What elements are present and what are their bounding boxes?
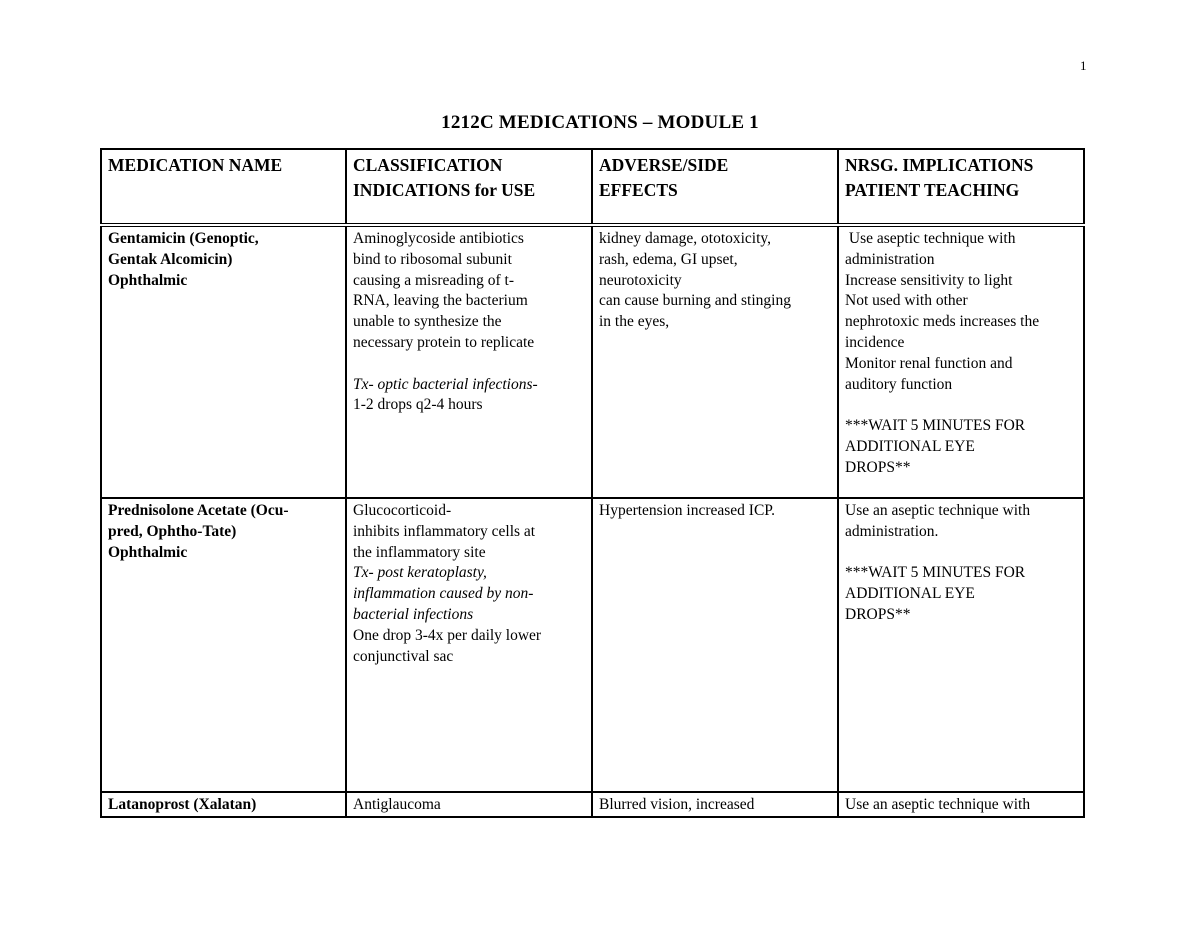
- warning-line: ADDITIONAL EYE: [845, 437, 975, 455]
- nursing-implications-cell: [838, 498, 1084, 792]
- header-line: ADVERSE/SIDE: [599, 155, 729, 175]
- warning-line: ***WAIT 5 MINUTES FOR: [845, 417, 1026, 435]
- document-title: 1212C MEDICATIONS – MODULE 1: [441, 112, 759, 133]
- adverse-effects-cell: Blurred vision, increased: [592, 792, 838, 817]
- implication-line: nephrotoxic meds increases the: [845, 313, 1040, 331]
- medication-name-line: Prednisolone Acetate (Ocu-: [108, 502, 289, 519]
- column-header-nursing-implications: [838, 149, 1084, 225]
- classification-cell: Antiglaucoma: [346, 792, 592, 817]
- medication-name-line: Ophthalmic: [108, 543, 188, 561]
- adverse-effects-cell: [592, 225, 838, 498]
- medication-name-cell: Latanoprost (Xalatan): [101, 792, 346, 817]
- effect-line: Hypertension increased ICP.: [599, 502, 776, 519]
- dosage-line: conjunctival sac: [353, 647, 454, 665]
- classification-line: causing a misreading of t-: [353, 271, 514, 289]
- table-row-prednisolone: [101, 498, 1084, 792]
- indication-line: inflammation caused by non-: [353, 585, 534, 603]
- indication-line: Tx- post keratoplasty,: [353, 564, 487, 582]
- table-row-gentamicin: [101, 225, 1084, 498]
- classification-cell: [346, 225, 592, 498]
- spacer: [845, 395, 1077, 416]
- implication-line: Not used with other: [845, 292, 968, 310]
- header-line: PATIENT TEACHING: [845, 180, 1020, 200]
- indication-line: Tx- optic bacterial infections-: [353, 375, 538, 393]
- implication-line: Monitor renal function and: [845, 354, 1013, 372]
- dosage-line: 1-2 drops q2-4 hours: [353, 396, 483, 414]
- medication-name-line: Ophthalmic: [108, 271, 188, 289]
- effect-line: neurotoxicity: [599, 271, 682, 289]
- effect-line: can cause burning and stinging: [599, 292, 791, 310]
- medications-table: [100, 148, 1085, 818]
- adverse-effects-cell: [592, 498, 838, 792]
- table-header-row: [101, 149, 1084, 225]
- warning-line: ADDITIONAL EYE: [845, 585, 975, 603]
- classification-line: inhibits inflammatory cells at: [353, 522, 536, 540]
- table-row-latanoprost: [101, 792, 1084, 817]
- implication-line: administration.: [845, 522, 939, 540]
- effect-line: in the eyes,: [599, 313, 670, 331]
- effect-line: kidney damage, ototoxicity,: [599, 230, 772, 247]
- dosage-line: One drop 3-4x per daily lower: [353, 626, 542, 644]
- implication-line: Use an aseptic technique with: [845, 502, 1031, 519]
- nursing-implications-cell: Use an aseptic technique with: [838, 792, 1084, 817]
- warning-line: DROPS**: [845, 458, 911, 476]
- medication-name-cell: [101, 225, 346, 498]
- implication-line: auditory function: [845, 375, 953, 393]
- warning-line: DROPS**: [845, 605, 911, 623]
- header-line: CLASSIFICATION: [353, 155, 503, 175]
- effect-line: rash, edema, GI upset,: [599, 250, 738, 268]
- implication-line: Use aseptic technique with: [845, 230, 1016, 247]
- classification-line: the inflammatory site: [353, 543, 486, 561]
- nursing-implications-cell: [838, 225, 1084, 498]
- classification-line: necessary protein to replicate: [353, 333, 535, 351]
- classification-line: Aminoglycoside antibiotics: [353, 230, 524, 247]
- medication-name-line: Gentamicin (Genoptic,: [108, 230, 259, 247]
- header-line: INDICATIONS for USE: [353, 180, 536, 200]
- implication-line: administration: [845, 250, 935, 268]
- classification-line: unable to synthesize the: [353, 313, 502, 331]
- medication-name-cell: [101, 498, 346, 792]
- column-header-classification: [346, 149, 592, 225]
- header-line: EFFECTS: [599, 180, 678, 200]
- classification-line: RNA, leaving the bacterium: [353, 292, 528, 310]
- column-header-medication-name: [101, 149, 346, 225]
- classification-line: bind to ribosomal subunit: [353, 250, 512, 268]
- column-header-adverse-effects: [592, 149, 838, 225]
- medication-name-line: pred, Ophtho-Tate): [108, 522, 237, 540]
- spacer: [353, 354, 585, 375]
- spacer: [845, 543, 1077, 564]
- classification-line: Glucocorticoid-: [353, 502, 452, 519]
- header-line: MEDICATION NAME: [108, 155, 283, 175]
- classification-cell: [346, 498, 592, 792]
- medication-name-line: Gentak Alcomicin): [108, 250, 233, 268]
- indication-line: bacterial infections: [353, 605, 474, 623]
- page-number: 1: [1080, 58, 1087, 73]
- header-line: NRSG. IMPLICATIONS: [845, 155, 1034, 175]
- implication-line: incidence: [845, 333, 905, 351]
- implication-line: Increase sensitivity to light: [845, 271, 1013, 289]
- warning-line: ***WAIT 5 MINUTES FOR: [845, 564, 1026, 582]
